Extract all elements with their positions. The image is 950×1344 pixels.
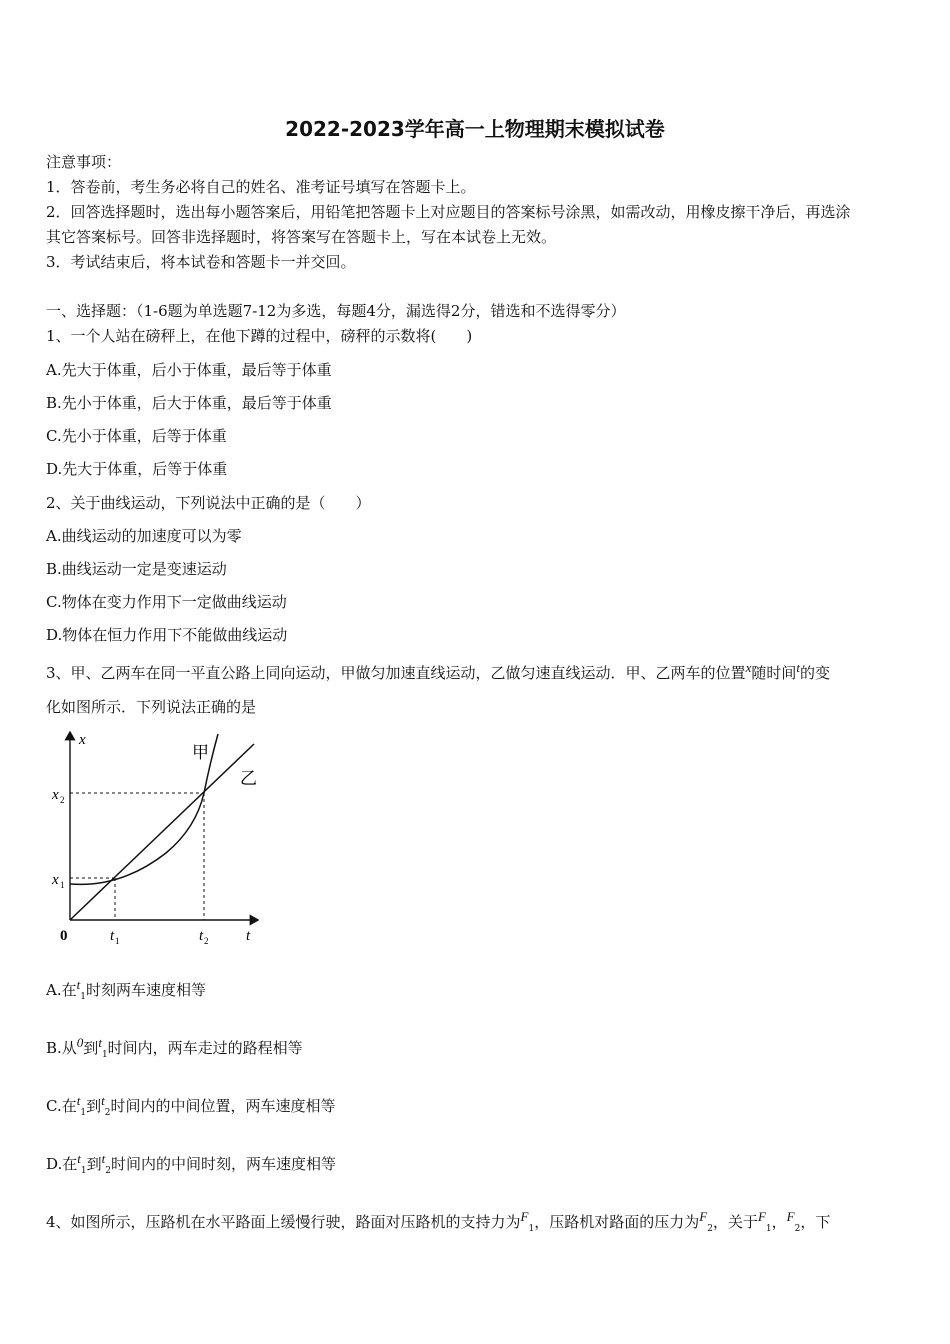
question-2-option-d: D.物体在恒力作用下不能做曲线运动 xyxy=(46,626,288,644)
x1-label: x xyxy=(52,872,59,888)
notice-heading: 注意事项： xyxy=(46,153,122,171)
position-time-graph xyxy=(46,728,266,952)
question-1-option-b: B.先小于体重，后大于体重，最后等于体重 xyxy=(46,394,332,412)
line-yi-label: 乙 xyxy=(240,769,257,788)
page-title: 2022-2023学年高一上物理期末模拟试卷 xyxy=(285,117,665,141)
notice-item: 其它答案标号。回答非选择题时，将答案写在答题卡上，写在本试卷上无效。 xyxy=(46,228,557,246)
y-axis-label: x xyxy=(79,732,86,748)
t1-label: t xyxy=(110,928,115,944)
question-2-option-b: B.曲线运动一定是变速运动 xyxy=(46,560,227,578)
notice-item: 1．答卷前，考生务必将自己的姓名、准考证号填写在答题卡上。 xyxy=(46,178,476,196)
question-3-option-b: B.从$^0$到$^t_1$时间内，两车走过的路程相等 xyxy=(46,1035,303,1060)
t2-subscript: 2 xyxy=(204,936,209,946)
question-1-stem: 1、一个人站在磅秤上，在他下蹲的过程中，磅秤的示数将( ) xyxy=(46,327,473,345)
question-3-stem: 3、甲、乙两车在同一平直公路上同向运动，甲做匀加速直线运动，乙做匀速直线运动．甲、乙两车的位置$^x$随时间$^t$的变 xyxy=(46,660,830,682)
question-2-option-a: A.曲线运动的加速度可以为零 xyxy=(46,527,242,545)
question-2-stem: 2、关于曲线运动，下列说法中正确的是（ ） xyxy=(46,494,371,512)
t2-label: t xyxy=(199,928,204,944)
question-3-option-d: D.在$^t_1$到$^t_2$时间内的中间时刻，两车速度相等 xyxy=(46,1151,337,1176)
t1-subscript: 1 xyxy=(115,936,120,946)
question-1-option-a: A.先大于体重，后小于体重，最后等于体重 xyxy=(46,361,332,379)
x2-label: x xyxy=(52,787,59,803)
question-3-stem-continued: 化如图所示．下列说法正确的是 xyxy=(46,698,257,716)
question-3-option-c: C.在$^t_1$到$^t_2$时间内的中间位置，两车速度相等 xyxy=(46,1093,336,1118)
question-1-option-d: D.先大于体重，后等于体重 xyxy=(46,460,228,478)
question-3-option-a: A.在$^t_1$时刻两车速度相等 xyxy=(46,977,206,1002)
curve-jia-label: 甲 xyxy=(192,743,209,762)
notice-item: 2．回答选择题时，选出每小题答案后，用铅笔把答题卡上对应题目的答案标号涂黑，如需改动，用橡皮擦干净后，再选涂 xyxy=(46,203,851,221)
line-yi xyxy=(70,744,254,920)
question-4-stem: 4、如图所示，压路机在水平路面上缓慢行驶，路面对压路机的支持力为$^F_1$，压路机对路面的压力为$^F_2$，关于$^F_1$，$^F_2$，下 xyxy=(46,1209,831,1234)
x1-subscript: 1 xyxy=(60,880,65,890)
question-2-option-c: C.物体在变力作用下一定做曲线运动 xyxy=(46,593,287,611)
section-heading: 一、选择题：（1-6题为单选题7-12为多选，每题4分，漏选得2分，错选和不选得零分） xyxy=(46,302,626,320)
x2-subscript: 2 xyxy=(60,795,65,805)
question-1-option-c: C.先小于体重，后等于体重 xyxy=(46,427,227,445)
origin-label: 0 xyxy=(60,928,68,944)
notice-item: 3．考试结束后，将本试卷和答题卡一并交回。 xyxy=(46,253,356,271)
x-axis-label: t xyxy=(246,928,251,944)
